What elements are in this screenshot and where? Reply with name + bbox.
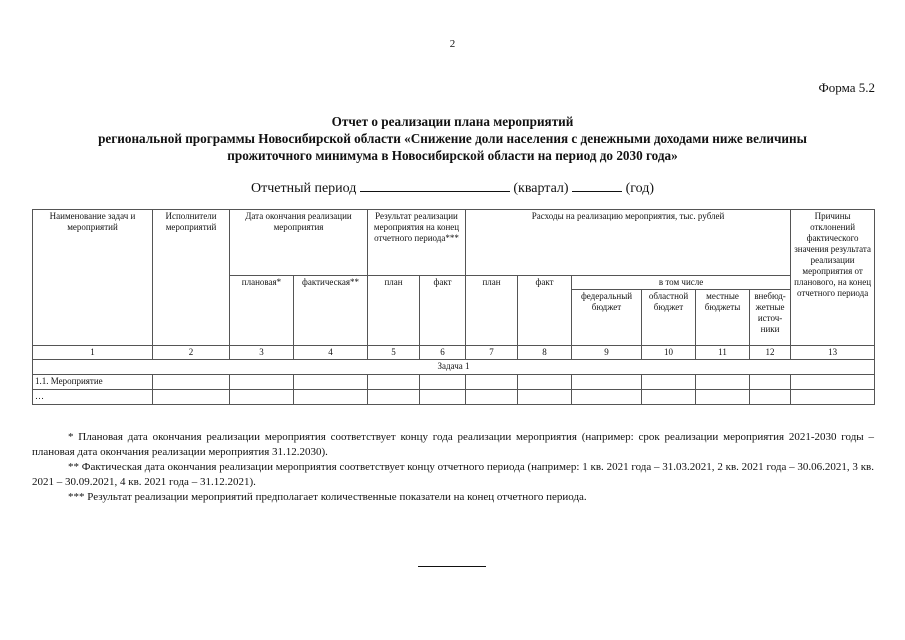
header-including: в том числе — [572, 276, 791, 290]
title-line-1: Отчет о реализации плана мероприятий — [331, 114, 574, 129]
column-number: 5 — [368, 346, 420, 360]
task-label: Задача 1 — [33, 360, 875, 375]
header-executors: Исполнители мероприятий — [153, 210, 230, 346]
column-number: 11 — [696, 346, 750, 360]
column-number: 9 — [572, 346, 642, 360]
table-row — [33, 390, 875, 405]
header-result: Результат реализации мероприятия на конец отчетного периода*** — [368, 210, 466, 276]
table-cell[interactable] — [791, 375, 875, 390]
quarter-label: (квартал) — [513, 181, 569, 196]
header-federal: федеральный бюджет — [572, 290, 642, 346]
closing-divider — [418, 566, 486, 567]
table-cell[interactable] — [420, 390, 466, 405]
header-actual-date: фактическая** — [294, 276, 368, 346]
footnotes — [32, 430, 874, 505]
row-name: … — [33, 390, 153, 405]
table-cell[interactable] — [230, 375, 294, 390]
footnote-1: * Плановая дата окончания реализации мероприятия соответствует концу года реализации мероприятия (например: срок реализации мероприятия 2021-2030 годы – плановая дата окончания реализации мероприятия 31.12.2030). — [32, 431, 874, 458]
header-expenses-fact: факт — [518, 276, 572, 346]
column-number: 7 — [466, 346, 518, 360]
table-cell[interactable] — [294, 390, 368, 405]
table-cell[interactable] — [642, 390, 696, 405]
year-label: (год) — [625, 181, 655, 196]
year-blank-field[interactable] — [572, 178, 622, 192]
header-reasons: Причины отклонений фактического значения результата реализации мероприятия от планового, на конец отчетного периода — [791, 210, 875, 346]
column-number: 12 — [750, 346, 791, 360]
header-end-date: Дата окончания реализации мероприятия — [230, 210, 368, 276]
column-number: 6 — [420, 346, 466, 360]
row-name: 1.1. Мероприятие — [33, 375, 153, 390]
table-cell[interactable] — [750, 390, 791, 405]
header-result-plan: план — [368, 276, 420, 346]
period-label: Отчетный период — [250, 181, 357, 196]
table-cell[interactable] — [153, 375, 230, 390]
table-cell[interactable] — [153, 390, 230, 405]
title-line-2: региональной программы Новосибирской области «Снижение доли населения с денежными доходами ниже величины — [98, 131, 807, 146]
table-cell[interactable] — [518, 375, 572, 390]
table-cell[interactable] — [696, 390, 750, 405]
table-cell[interactable] — [572, 375, 642, 390]
title-line-3: прожиточного минимума в Новосибирской области на период до 2030 года» — [227, 148, 678, 163]
header-planned-date: плановая* — [230, 276, 294, 346]
footnote-2: ** Фактическая дата окончания реализации мероприятия соответствует концу отчетного периода (например: 1 кв. 2021 года – 31.03.2021, 2 кв. 2021 года – 30.06.2021, 3 кв. 2021 – 30.09.2021, 4 кв. 2021 года – 31.12.2021). — [32, 461, 874, 488]
column-number: 2 — [153, 346, 230, 360]
header-result-fact: факт — [420, 276, 466, 346]
table-cell[interactable] — [294, 375, 368, 390]
table-cell[interactable] — [518, 390, 572, 405]
table-cell[interactable] — [750, 375, 791, 390]
table-cell[interactable] — [696, 375, 750, 390]
column-numbers-row — [33, 346, 875, 360]
header-name: Наименование задач и мероприятий — [33, 210, 153, 346]
task-row — [33, 360, 875, 375]
header-expenses: Расходы на реализацию мероприятия, тыс. рублей — [466, 210, 791, 276]
form-label: Форма 5.2 — [818, 80, 875, 95]
column-number: 4 — [294, 346, 368, 360]
column-number: 13 — [791, 346, 875, 360]
report-table — [32, 209, 875, 405]
table-cell[interactable] — [466, 375, 518, 390]
header-regional: областной бюджет — [642, 290, 696, 346]
table-cell[interactable] — [368, 375, 420, 390]
column-number: 10 — [642, 346, 696, 360]
table-cell[interactable] — [572, 390, 642, 405]
page-number: 2 — [449, 38, 456, 50]
report-title — [20, 113, 885, 164]
column-number: 3 — [230, 346, 294, 360]
table-row — [33, 375, 875, 390]
header-local: местные бюджеты — [696, 290, 750, 346]
footnote-3: *** Результат реализации мероприятий предполагает количественные показатели на конец отчетного периода. — [68, 491, 587, 503]
table-cell[interactable] — [368, 390, 420, 405]
column-number: 1 — [33, 346, 153, 360]
column-number: 8 — [518, 346, 572, 360]
header-offbudget: внебюд-жетные источ-ники — [750, 290, 791, 346]
table-cell[interactable] — [420, 375, 466, 390]
period-blank-field[interactable] — [360, 178, 510, 192]
table-cell[interactable] — [230, 390, 294, 405]
table-cell[interactable] — [466, 390, 518, 405]
header-expenses-plan: план — [466, 276, 518, 346]
table-cell[interactable] — [642, 375, 696, 390]
table-cell[interactable] — [791, 390, 875, 405]
reporting-period — [0, 178, 905, 197]
